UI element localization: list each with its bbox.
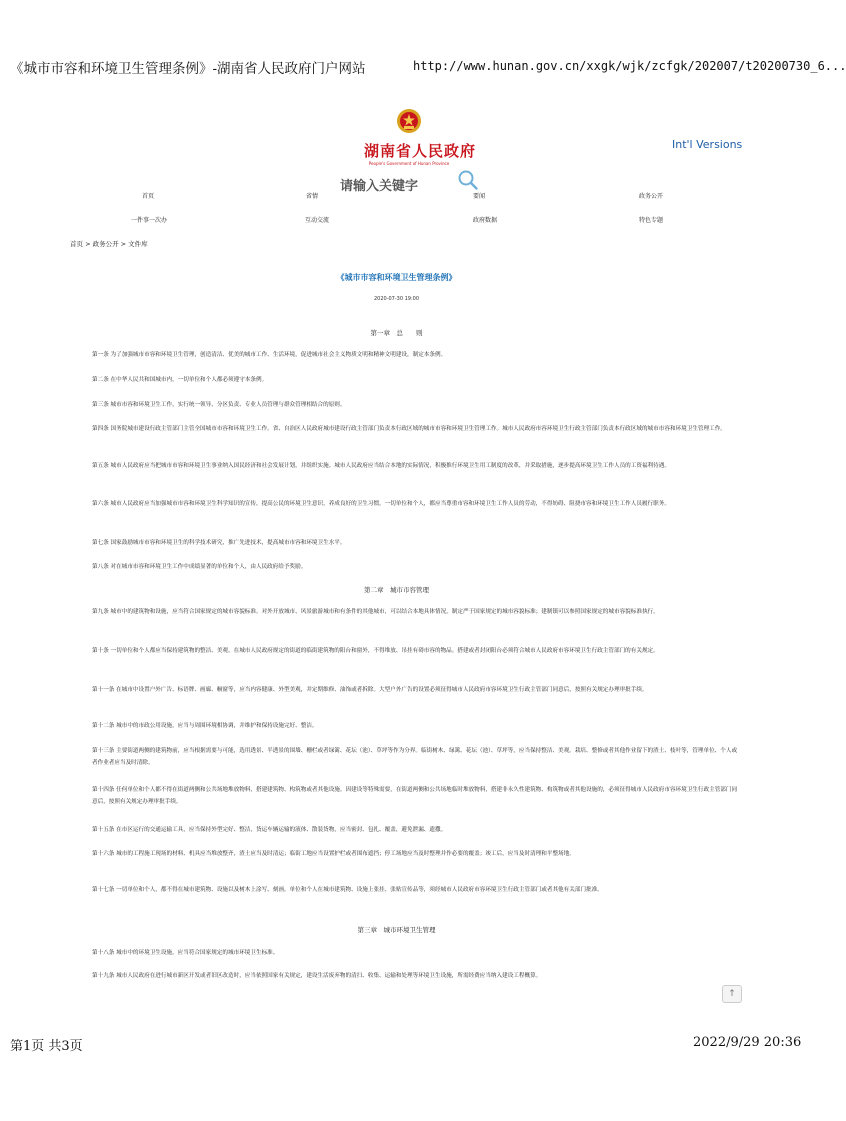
search-input[interactable]: 请输入关键字 xyxy=(340,179,419,194)
nav-home[interactable]: 首页 xyxy=(142,193,155,200)
chapter-heading: 第一章 总 则 xyxy=(370,329,423,337)
article-12: 第十二条 城市中的市政公用设施，应当与周围环境相协调，并维护和保持设施完好、整洁。 xyxy=(92,723,318,729)
national-emblem-icon xyxy=(396,108,422,134)
article-9: 第九条 城市中的建筑物和设施，应当符合国家规定的城市容貌标准。对外开放城市、风景旅游城市和有条件的其他城市，可以结合本地具体情况，制定严于国家规定的城市容貌标准；建制镇可以参照国家规定的城市容貌标准执行。 xyxy=(92,609,659,615)
article-2: 第二条 在中华人民共和国城市内，一切单位和个人都必须遵守本条例。 xyxy=(92,377,268,383)
back-to-top-button[interactable] xyxy=(722,985,742,1003)
nav-news[interactable]: 要闻 xyxy=(473,193,486,200)
breadcrumb[interactable]: 首页 > 政务公开 > 文件库 xyxy=(70,240,148,248)
article-8: 第八条 对在城市市容和环境卫生工作中成绩显著的单位和个人，由人民政府给予奖励。 xyxy=(92,564,307,570)
article-14: 第十四条 任何单位和个人都不得在街道两侧和公共场地堆放物料，搭建建筑物、构筑物或者其他设施。因建设等特殊需要，在街道两侧和公共场地临时堆放物料，搭建非永久性建筑物、构筑物或者其他设施的，必须征得城市人民政府市容环境卫生行政主管部门同意后，按照有关规定办理审批手续。 xyxy=(92,787,738,805)
chapter-heading: 第二章 城市市容管理 xyxy=(364,586,429,594)
article-7: 第七条 国家鼓励城市市容和环境卫生的科学技术研究，推广先进技术，提高城市市容和环境卫生水平。 xyxy=(92,540,346,546)
article-6: 第六条 城市人民政府应当加强城市市容和环境卫生科学知识的宣传，提高公民的环境卫生意识，养成良好的卫生习惯。一切单位和个人，都应当尊重市容和环境卫生工作人员的劳动，不得妨碍、阻挠市容和环境卫生工作人员履行职务。 xyxy=(92,501,670,507)
publish-date: 2020-07-30 19:00 xyxy=(373,296,420,302)
chapter-heading: 第三章 城市环境卫生管理 xyxy=(357,926,436,934)
nav-gov-data[interactable]: 政府数据 xyxy=(473,217,498,224)
article-17: 第十七条 一切单位和个人，都不得在城市建筑物、设施以及树木上涂写、刻画。单位和个人在城市建筑物、设施上张挂、张贴宣传品等，须经城市人民政府市容环境卫生行政主管部门或者其他有关部门批准。 xyxy=(92,887,603,893)
article-3: 第三条 城市市容和环境卫生工作，实行统一领导、分区负责、专业人员管理与群众管理相结合的原则。 xyxy=(92,402,346,408)
print-datetime: 2022/9/29 20:36 xyxy=(693,1035,802,1050)
article-19: 第十九条 城市人民政府在进行城市新区开发或者旧区改造时，应当依照国家有关规定，建设生活废弃物的清扫、收集、运输和处理等环境卫生设施，所需经费应当纳入建设工程概算。 xyxy=(92,973,542,979)
print-header-url: http://www.hunan.gov.cn/xxgk/wjk/zcfgk/202007/t20200730_6... xyxy=(413,59,846,73)
print-header-title: 《城市市容和环境卫生管理条例》-湖南省人民政府门户网站 xyxy=(10,61,366,77)
article-15: 第十五条 在市区运行的交通运输工具，应当保持外型完好、整洁，货运车辆运输的液体、散装货物，应当密封、包扎、覆盖，避免泄漏、遗撒。 xyxy=(92,827,447,833)
article-10: 第十条 一切单位和个人都应当保持建筑物的整洁、美观。在城市人民政府规定的街道的临街建筑物的阳台和窗外，不得堆放、吊挂有碍市容的物品。搭建或者封闭阳台必须符合城市人民政府市容环境卫生行政主管部门的有关规定。 xyxy=(92,648,659,654)
article-18: 第十八条 城市中的环境卫生设施，应当符合国家规定的城市环境卫生标准。 xyxy=(92,950,279,956)
nav-one-stop[interactable]: 一件事一次办 xyxy=(131,217,168,224)
nav-province[interactable]: 省情 xyxy=(306,193,319,200)
site-subtitle: People's Government of Hunan Province xyxy=(368,161,450,166)
intl-versions-link[interactable]: Int'l Versions xyxy=(672,138,743,151)
document-title: 《城市市容和环境卫生管理条例》 xyxy=(336,273,457,282)
article-11: 第十一条 在城市中设置户外广告、标语牌、画廊、橱窗等，应当内容健康、外型美观，并定期维修、油饰或者拆除。大型户外广告的设置必须征得城市人民政府市容环境卫生行政主管部门同意后，按照有关规定办理审批手续。 xyxy=(92,687,648,693)
search-icon[interactable] xyxy=(457,169,479,191)
site-logo[interactable] xyxy=(364,108,477,166)
nav-interaction[interactable]: 互动交流 xyxy=(305,217,330,224)
arrow-up-icon: ↑ xyxy=(728,989,736,999)
nav-gov-affairs[interactable]: 政务公开 xyxy=(639,193,664,200)
article-4: 第四条 国务院城市建设行政主管部门主管全国城市市容和环境卫生工作。省、自治区人民政府城市建设行政主管部门负责本行政区域的城市市容和环境卫生管理工作。城市人民政府市容环境卫生行政主管部门负责本行政区域的城市市容和环境卫生管理工作。 xyxy=(92,426,726,432)
article-13: 第十三条 主要街道两侧的建筑物前，应当根据需要与可能，选用透景、半透景的围墙、栅栏或者绿篱、花坛（池）、草坪等作为分界。临街树木、绿篱、花坛（池）、草坪等，应当保持整洁、美观。栽培、整修或者其他作业留下的渣土、枝叶等，管理单位、个人或者作业者应当及时清除。 xyxy=(92,748,738,766)
article-5: 第五条 城市人民政府应当把城市市容和环境卫生事业纳入国民经济和社会发展计划，并组织实施。城市人民政府应当结合本地的实际情况，积极推行环境卫生用工制度的改革，并采取措施，逐步提高环境卫生工作人员的工资福利待遇。 xyxy=(92,463,670,469)
site-name: 湖南省人民政府 xyxy=(364,142,477,160)
article-16: 第十六条 城市的工程施工现场的材料、机具应当堆放整齐，渣土应当及时清运；临街工地应当设置护栏或者围布遮挡；停工场地应当及时整理并作必要的覆盖；竣工后，应当及时清理和平整场地。 xyxy=(92,851,575,857)
nav-special-topics[interactable]: 特色专题 xyxy=(639,217,664,224)
page-indicator: 第1页 共3页 xyxy=(10,1039,83,1054)
article-1: 第一条 为了加强城市市容和环境卫生管理，创造清洁、优美的城市工作、生活环境，促进城市社会主义物质文明和精神文明建设，制定本条例。 xyxy=(92,352,447,358)
